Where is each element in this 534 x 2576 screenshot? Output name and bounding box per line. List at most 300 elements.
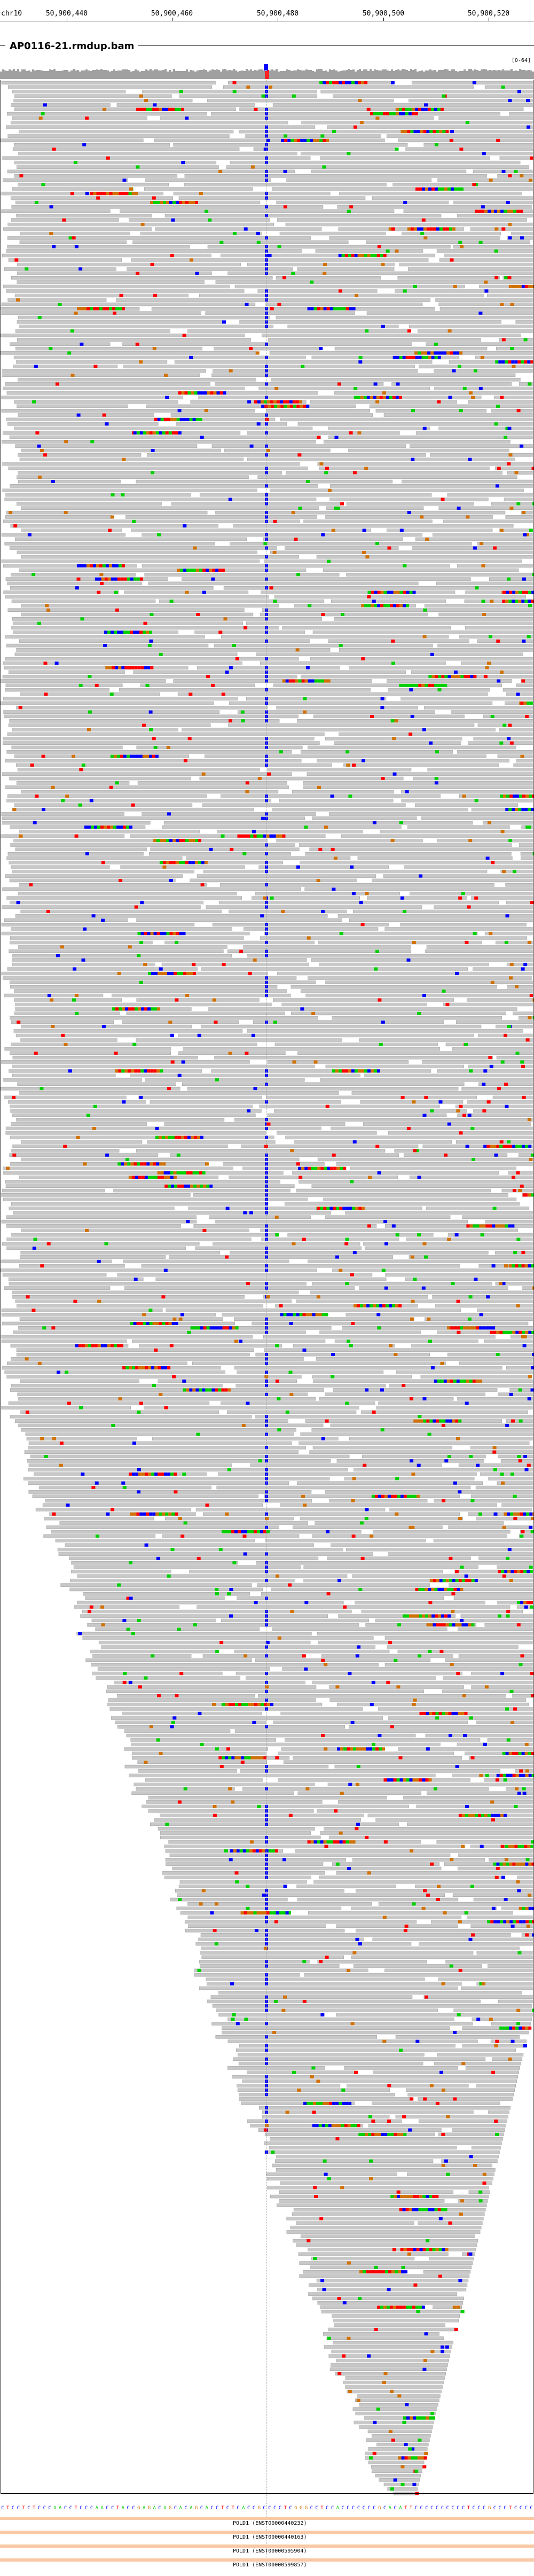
reference-base: C <box>530 2506 533 2511</box>
coverage-bar <box>0 72 2 79</box>
coverage-bar <box>45 71 47 79</box>
gene-feature[interactable] <box>0 2558 534 2569</box>
coverage-bar <box>352 69 355 79</box>
coverage-bar <box>237 72 239 79</box>
coverage-bar <box>28 70 30 79</box>
track-title[interactable]: AP0116-21.rmdup.bam <box>5 41 138 52</box>
reference-base: C <box>252 2506 256 2511</box>
reference-base: G <box>137 2506 140 2511</box>
coverage-bar <box>393 71 395 79</box>
gene-feature[interactable] <box>0 2517 534 2527</box>
coverage-bar <box>340 71 342 79</box>
reference-base: T <box>22 2506 25 2511</box>
coverage-bar <box>62 70 64 79</box>
coverage-bar <box>250 69 252 79</box>
coverage-bar <box>156 69 158 79</box>
gene-feature[interactable] <box>0 2531 534 2541</box>
coverage-bar <box>135 69 137 79</box>
reference-sequence <box>0 2502 534 2512</box>
reference-base: C <box>278 2506 282 2511</box>
reference-base: T <box>33 2506 36 2511</box>
coverage-bar <box>374 69 376 79</box>
reference-base: C <box>362 2506 366 2511</box>
reference-base: C <box>289 2506 292 2511</box>
coverage-bar <box>406 70 408 79</box>
coverage-bar <box>444 69 446 79</box>
reference-base: C <box>247 2506 250 2511</box>
coverage-bar <box>288 70 290 79</box>
reference-base: A <box>179 2506 182 2511</box>
coverage-bar <box>387 70 389 79</box>
coverage-bar <box>122 69 124 79</box>
reference-base: A <box>163 2506 167 2511</box>
coverage-bar <box>284 71 286 79</box>
coverage-bar <box>389 71 391 79</box>
coverage-bar <box>367 71 370 79</box>
reference-base: C <box>310 2506 313 2511</box>
alignment-track-frame <box>1 80 533 2494</box>
coverage-bar <box>209 70 211 79</box>
reference-base: C <box>263 2506 266 2511</box>
reference-base: G <box>304 2506 308 2511</box>
reference-base: G <box>147 2506 151 2511</box>
reference-base: C <box>11 2506 15 2511</box>
reference-base: C <box>174 2506 177 2511</box>
reference-base: C <box>383 2506 387 2511</box>
reference-base: C <box>420 2506 423 2511</box>
coverage-bar <box>51 70 53 79</box>
coverage-bar <box>318 69 320 79</box>
coverage-bar <box>478 71 481 79</box>
coverage-bar <box>449 71 451 79</box>
coverage-bar <box>235 70 237 79</box>
coverage-bar <box>75 70 77 79</box>
ruler-tick-label: 50,900,480 <box>256 10 299 18</box>
reference-base: A <box>100 2506 104 2511</box>
coverage-bar <box>239 71 241 79</box>
reference-sequence-track[interactable] <box>0 2502 534 2512</box>
coverage-bar <box>256 70 258 79</box>
reference-base: A <box>205 2506 208 2511</box>
coverage-bar <box>241 70 244 79</box>
coverage-bar <box>56 71 58 79</box>
reference-base: C <box>226 2506 230 2511</box>
coverage-bar <box>73 69 75 79</box>
reference-base: C <box>514 2506 517 2511</box>
coverage-bar <box>41 70 43 79</box>
coverage-bar <box>139 72 141 79</box>
reference-base: A <box>121 2506 125 2511</box>
reference-base: A <box>399 2506 402 2511</box>
coverage-bar <box>205 70 207 79</box>
coverage-bar <box>201 70 203 79</box>
gene-label: POLD1 (ENST00000440163) <box>233 2534 307 2540</box>
reference-base: A <box>242 2506 245 2511</box>
coverage-bar <box>49 69 51 79</box>
coverage-bar <box>130 72 132 79</box>
reference-base: G <box>488 2506 491 2511</box>
gene-feature[interactable] <box>0 2545 534 2555</box>
coverage-bar <box>519 69 521 79</box>
reference-base: C <box>326 2506 329 2511</box>
reference-base: C <box>64 2506 67 2511</box>
coverage-bar <box>199 70 201 79</box>
coverage-bar <box>128 70 130 79</box>
coverage-bar <box>273 70 276 79</box>
coverage-bar <box>344 70 346 79</box>
coverage-bar <box>160 70 162 79</box>
coverage-bar <box>502 69 504 79</box>
reference-base: C <box>48 2506 51 2511</box>
coverage-bar <box>391 69 393 79</box>
coverage-bar <box>53 69 56 79</box>
reference-base: C <box>127 2506 130 2511</box>
reference-base: G <box>257 2506 261 2511</box>
coverage-bar <box>32 69 34 79</box>
reference-base: C <box>200 2506 203 2511</box>
coverage-bar <box>36 70 38 79</box>
coverage-bar <box>312 71 314 79</box>
coverage-bar <box>169 70 171 79</box>
coverage-bar <box>216 69 218 79</box>
coverage-bar <box>461 71 464 79</box>
coverage-bar <box>359 69 361 79</box>
coverage-bar <box>442 70 444 79</box>
coverage-bar <box>481 69 483 79</box>
reference-base: A <box>336 2506 340 2511</box>
coverage-bar <box>120 70 122 79</box>
coverage-bar <box>517 71 519 79</box>
coverage-bar <box>295 70 297 79</box>
coverage-histogram <box>0 64 534 79</box>
coverage-bar <box>464 69 466 79</box>
coverage-bar <box>226 70 229 79</box>
coverage-bar <box>325 70 327 79</box>
coverage-bar <box>43 71 45 79</box>
coverage-bar <box>231 70 233 79</box>
coverage-bar <box>132 71 135 79</box>
coverage-bar <box>417 72 419 79</box>
reference-base: C <box>394 2506 397 2511</box>
reference-base: C <box>477 2506 481 2511</box>
coverage-bar <box>179 71 182 79</box>
reference-base: T <box>509 2506 512 2511</box>
reference-base: C <box>17 2506 20 2511</box>
reference-base: C <box>347 2506 350 2511</box>
coverage-bar <box>94 70 96 79</box>
coverage-bar <box>145 69 147 79</box>
coverage-bar <box>506 70 508 79</box>
coverage-bar <box>252 71 254 79</box>
coverage-bar <box>523 70 525 79</box>
reference-base: C <box>425 2506 428 2511</box>
coverage-bar <box>222 69 224 79</box>
coverage-bar <box>23 69 26 79</box>
coverage-bar <box>13 69 15 79</box>
reference-base: T <box>409 2506 413 2511</box>
reference-base: C <box>461 2506 465 2511</box>
coverage-bar <box>290 71 293 79</box>
reference-base: C <box>352 2506 355 2511</box>
coverage-bar <box>34 70 36 79</box>
coverage-bar <box>305 69 308 79</box>
ruler-tick-label: 50,900,520 <box>467 10 510 18</box>
reference-base: C <box>43 2506 46 2511</box>
reference-base: C <box>524 2506 528 2511</box>
reference-base: A <box>142 2506 146 2511</box>
coverage-bar <box>487 70 489 79</box>
coverage-bar <box>511 69 513 79</box>
coverage-bar <box>229 70 231 79</box>
coverage-bar <box>83 70 85 79</box>
coverage-bar <box>513 71 515 79</box>
coverage-bar <box>111 71 113 79</box>
coverage-bar <box>190 70 192 79</box>
coverage-bar <box>233 69 235 79</box>
coverage-bar <box>530 70 532 79</box>
coverage-bar <box>171 72 173 79</box>
reference-base: C <box>106 2506 109 2511</box>
coverage-bar <box>203 69 205 79</box>
coverage-bar <box>265 71 267 79</box>
coverage-bar <box>402 69 404 79</box>
coverage-bar <box>453 69 455 79</box>
coverage-bar <box>361 71 363 79</box>
coverage-bar <box>365 69 367 79</box>
coverage-bar <box>412 70 414 79</box>
reference-base: C <box>472 2506 475 2511</box>
coverage-bar <box>47 71 49 79</box>
coverage-bar <box>327 72 329 79</box>
reference-base: C <box>446 2506 449 2511</box>
reference-base: C <box>216 2506 219 2511</box>
reference-base: C <box>435 2506 439 2511</box>
reference-base: T <box>467 2506 470 2511</box>
reference-base: C <box>210 2506 214 2511</box>
reference-base: C <box>27 2506 30 2511</box>
reference-base: C <box>519 2506 523 2511</box>
coverage-bar <box>515 70 517 79</box>
coverage-bar <box>303 70 305 79</box>
coverage-bar <box>9 69 11 79</box>
coverage-bar <box>504 70 506 79</box>
gene-bar <box>0 2558 534 2562</box>
reference-base: T <box>221 2506 224 2511</box>
coverage-bar <box>58 71 60 79</box>
coverage-bar <box>30 72 32 79</box>
coverage-bar <box>109 72 111 79</box>
coverage-bar <box>466 71 468 79</box>
coverage-bar <box>143 71 145 79</box>
coverage-bar <box>496 70 498 79</box>
reference-base: C <box>367 2506 371 2511</box>
coverage-bar <box>472 70 474 79</box>
coverage-bar <box>457 72 459 79</box>
coverage-bar <box>378 70 380 79</box>
reference-base: C <box>331 2506 334 2511</box>
reference-base: C <box>268 2506 271 2511</box>
coverage-bar <box>421 70 423 79</box>
reference-base: T <box>231 2506 234 2511</box>
reference-base: A <box>153 2506 156 2511</box>
coverage-bar <box>278 72 280 79</box>
reference-base: A <box>59 2506 62 2511</box>
coverage-bar <box>440 70 442 79</box>
coverage-bar <box>331 70 333 79</box>
coverage-bar <box>363 69 365 79</box>
reference-base: C <box>357 2506 360 2511</box>
coverage-bar <box>525 70 528 79</box>
coverage-bar <box>491 70 493 79</box>
coverage-bar <box>429 69 431 79</box>
reference-base: C <box>441 2506 444 2511</box>
coverage-bar <box>323 71 325 79</box>
coverage-bar <box>60 71 62 79</box>
coverage-bar <box>254 70 256 79</box>
coverage-bar <box>2 69 4 79</box>
coverage-bar <box>137 70 139 79</box>
reference-base: C <box>237 2506 240 2511</box>
genomic-ruler[interactable] <box>0 0 534 21</box>
coverage-bar <box>248 70 250 79</box>
coverage-bar <box>423 72 425 79</box>
coverage-bar <box>220 72 222 79</box>
coverage-bar <box>152 70 154 79</box>
coverage-bar <box>77 70 79 79</box>
coverage-bar <box>425 70 427 79</box>
coverage-bar <box>126 69 128 79</box>
coverage-bar <box>147 70 150 79</box>
coverage-bar <box>468 69 470 79</box>
coverage-bar <box>280 71 282 79</box>
coverage-bar <box>68 72 70 79</box>
coverage-bar <box>98 70 100 79</box>
reference-base: C <box>158 2506 161 2511</box>
reference-base: T <box>74 2506 77 2511</box>
reference-base: C <box>457 2506 460 2511</box>
coverage-bar <box>103 70 105 79</box>
coverage-bar <box>489 70 491 79</box>
coverage-bar <box>438 70 440 79</box>
coverage-bar <box>246 69 248 79</box>
reference-base: C <box>132 2506 135 2511</box>
track-header[interactable] <box>0 37 534 53</box>
coverage-bar <box>419 71 421 79</box>
coverage-bar <box>124 69 126 79</box>
coverage-bar <box>258 69 261 79</box>
reference-base: G <box>294 2506 297 2511</box>
coverage-bar <box>218 70 220 79</box>
coverage-bar <box>451 69 453 79</box>
coverage-bar <box>26 71 28 79</box>
coverage-bar <box>320 69 323 79</box>
coverage-bar <box>436 72 438 79</box>
coverage-bar <box>90 71 92 79</box>
coverage-bar <box>117 70 120 79</box>
coverage-bar <box>310 70 312 79</box>
coverage-bar <box>337 72 340 79</box>
coverage-bar <box>158 70 160 79</box>
gene-label: POLD1 (ENST00000599857) <box>233 2562 307 2568</box>
reference-base: C <box>80 2506 83 2511</box>
reference-base: C <box>493 2506 497 2511</box>
coverage-bar <box>167 72 169 79</box>
reference-base: C <box>373 2506 376 2511</box>
coverage-bar <box>329 69 331 79</box>
coverage-bar <box>399 70 402 79</box>
coverage-bar <box>342 70 344 79</box>
coverage-bar <box>346 70 348 79</box>
coverage-bar <box>455 71 457 79</box>
coverage-bar <box>64 70 66 79</box>
coverage-bar <box>194 72 197 79</box>
coverage-bar <box>380 70 382 79</box>
coverage-bar <box>410 69 412 79</box>
ruler-tick-label: 50,900,460 <box>151 10 193 18</box>
coverage-range: [0-64] <box>511 58 531 64</box>
coverage-bar <box>192 70 194 79</box>
coverage-bar <box>197 70 199 79</box>
reference-base: C <box>498 2506 501 2511</box>
reference-base: C <box>111 2506 114 2511</box>
reference-base: C <box>483 2506 486 2511</box>
coverage-bar <box>376 70 378 79</box>
coverage-bar <box>372 71 374 79</box>
coverage-bar <box>485 69 487 79</box>
coverage-bar <box>395 70 397 79</box>
gene-track[interactable] <box>0 2515 534 2573</box>
reference-base: A <box>190 2506 193 2511</box>
coverage-bar <box>299 70 301 79</box>
coverage-bar <box>333 69 335 79</box>
coverage-bar <box>177 71 179 79</box>
coverage-bar <box>286 69 288 79</box>
coverage-bar <box>96 69 98 79</box>
coverage-bar <box>184 71 186 79</box>
reference-base: T <box>116 2506 120 2511</box>
coverage-bar <box>483 69 485 79</box>
reference-base: C <box>504 2506 507 2511</box>
coverage-bar <box>500 70 502 79</box>
gene-label: POLD1 (ENST00000595904) <box>233 2548 307 2554</box>
coverage-bar <box>384 69 387 79</box>
coverage-bar <box>370 69 372 79</box>
reference-base: G <box>168 2506 172 2511</box>
coverage-bar <box>115 71 117 79</box>
coverage-bar <box>459 71 461 79</box>
coverage-bar <box>446 69 449 79</box>
coverage-bar <box>297 69 299 79</box>
reference-base: C <box>341 2506 344 2511</box>
reference-base: T <box>320 2506 324 2511</box>
coverage-bar <box>316 69 318 79</box>
coverage-bar <box>4 70 6 79</box>
coverage-bar <box>408 71 410 79</box>
coverage-bar <box>397 69 399 79</box>
coverage-bar <box>175 71 177 79</box>
coverage-bar <box>348 69 350 79</box>
reference-base: C <box>69 2506 73 2511</box>
reference-base: C <box>184 2506 187 2511</box>
coverage-bar <box>355 72 357 79</box>
coverage-bar <box>267 70 269 79</box>
coverage-track[interactable] <box>0 58 534 79</box>
coverage-bar <box>474 69 476 79</box>
coverage-bar <box>414 69 417 79</box>
coverage-bar <box>11 70 13 79</box>
coverage-bar <box>19 72 21 79</box>
reference-base: A <box>388 2506 392 2511</box>
